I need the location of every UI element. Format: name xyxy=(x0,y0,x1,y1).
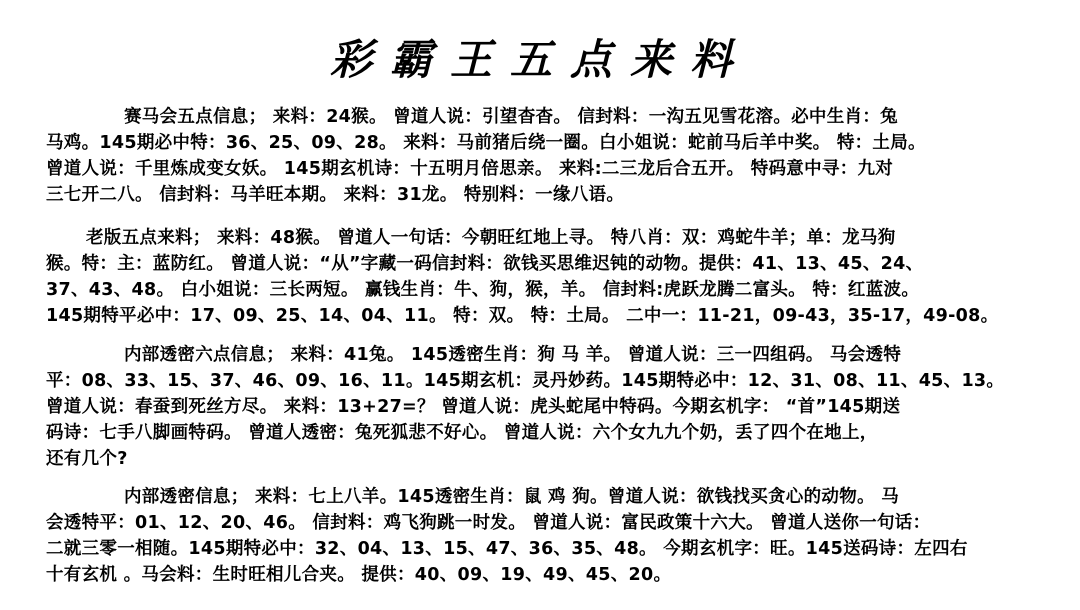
text-line: 十有玄机 。马会料：生时旺相儿合夹。 提供：40、09、19、49、45、20。 xyxy=(46,565,672,585)
page-title: 彩霸王五点来料 xyxy=(329,35,750,84)
section-internal-info xyxy=(46,484,1036,588)
text-line: 赛马会五点信息； 来料：24猴。 曾道人说：引望杳杳。 信封料：一沟五见雪花溶。必中生肖：兔 xyxy=(124,107,898,127)
text-line: 猴。特：主：蓝防红。 曾道人说：“从”字藏一码信封料：欲钱买思维迟钝的动物。提供：41、13、45、24、 xyxy=(46,254,924,274)
text-line: 马鸡。145期必中特：36、25、09、28。 来料：马前猪后绕一圈。白小姐说：蛇前马后羊中奖。 特：土局。 xyxy=(46,133,926,153)
text-line: 曾道人说：春蚕到死丝方尽。 来料：13+27=？ 曾道人说：虎头蛇尾中特码。今期玄机字： “首”145期送 xyxy=(46,397,901,417)
text-line: 曾道人说：千里炼成变女妖。 145期玄机诗：十五明月倍思亲。 来料:二三龙后合五开。 特码意中寻：九对 xyxy=(46,159,894,179)
section-old-version-info xyxy=(46,225,1036,329)
text-line: 码诗：七手八脚画特码。 曾道人透密：兔死狐悲不好心。 曾道人说：六个女九九个奶，丢了四个在地上， xyxy=(46,423,878,443)
text-line: 二就三零一相随。145期特必中：32、04、13、15、47、36、35、48。 今期玄机字：旺。145送码诗：左四右 xyxy=(46,539,968,559)
text-line: 平：08、33、15、37、46、09、16、11。145期玄机：灵丹妙药。145期特必中：12、31、08、11、45、13。 xyxy=(46,371,1005,391)
text-line: 37、43、48。 白小姐说：三长两短。 赢钱生肖：牛、狗，猴，羊。 信封料:虎跃龙腾二富头。 特：红蓝波。 xyxy=(46,280,920,300)
text-line: 老版五点来料； 来料：48猴。 曾道人一句话：今朝旺红地上寻。 特八肖：双：鸡蛇牛羊；单：龙马狗 xyxy=(86,228,896,248)
text-line: 三七开二八。 信封料：马羊旺本期。 来料：31龙。 特别料：一缘八语。 xyxy=(46,185,625,205)
section-saimahui-info xyxy=(46,104,1036,208)
text-line: 会透特平：01、12、20、46。 信封料：鸡飞狗跳一时发。 曾道人说：富民政策十六大。 曾道人送你一句话： xyxy=(46,513,931,533)
section-internal-six-point xyxy=(46,342,1036,472)
text-line: 内部透密六点信息； 来料：41兔。 145透密生肖：狗 马 羊。 曾道人说：三一四组码。 马会透特 xyxy=(124,345,902,365)
text-line: 内部透密信息； 来料：七上八羊。145透密生肖：鼠 鸡 狗。曾道人说：欲钱找买贪心的动物。 马 xyxy=(124,487,899,507)
text-line: 145期特平必中：17、09、25、14、04、11。 特：双。 特：土局。 二中一：11-21，09-43，35-17，49-08。 xyxy=(46,306,999,326)
text-line: 还有几个? xyxy=(46,449,128,469)
